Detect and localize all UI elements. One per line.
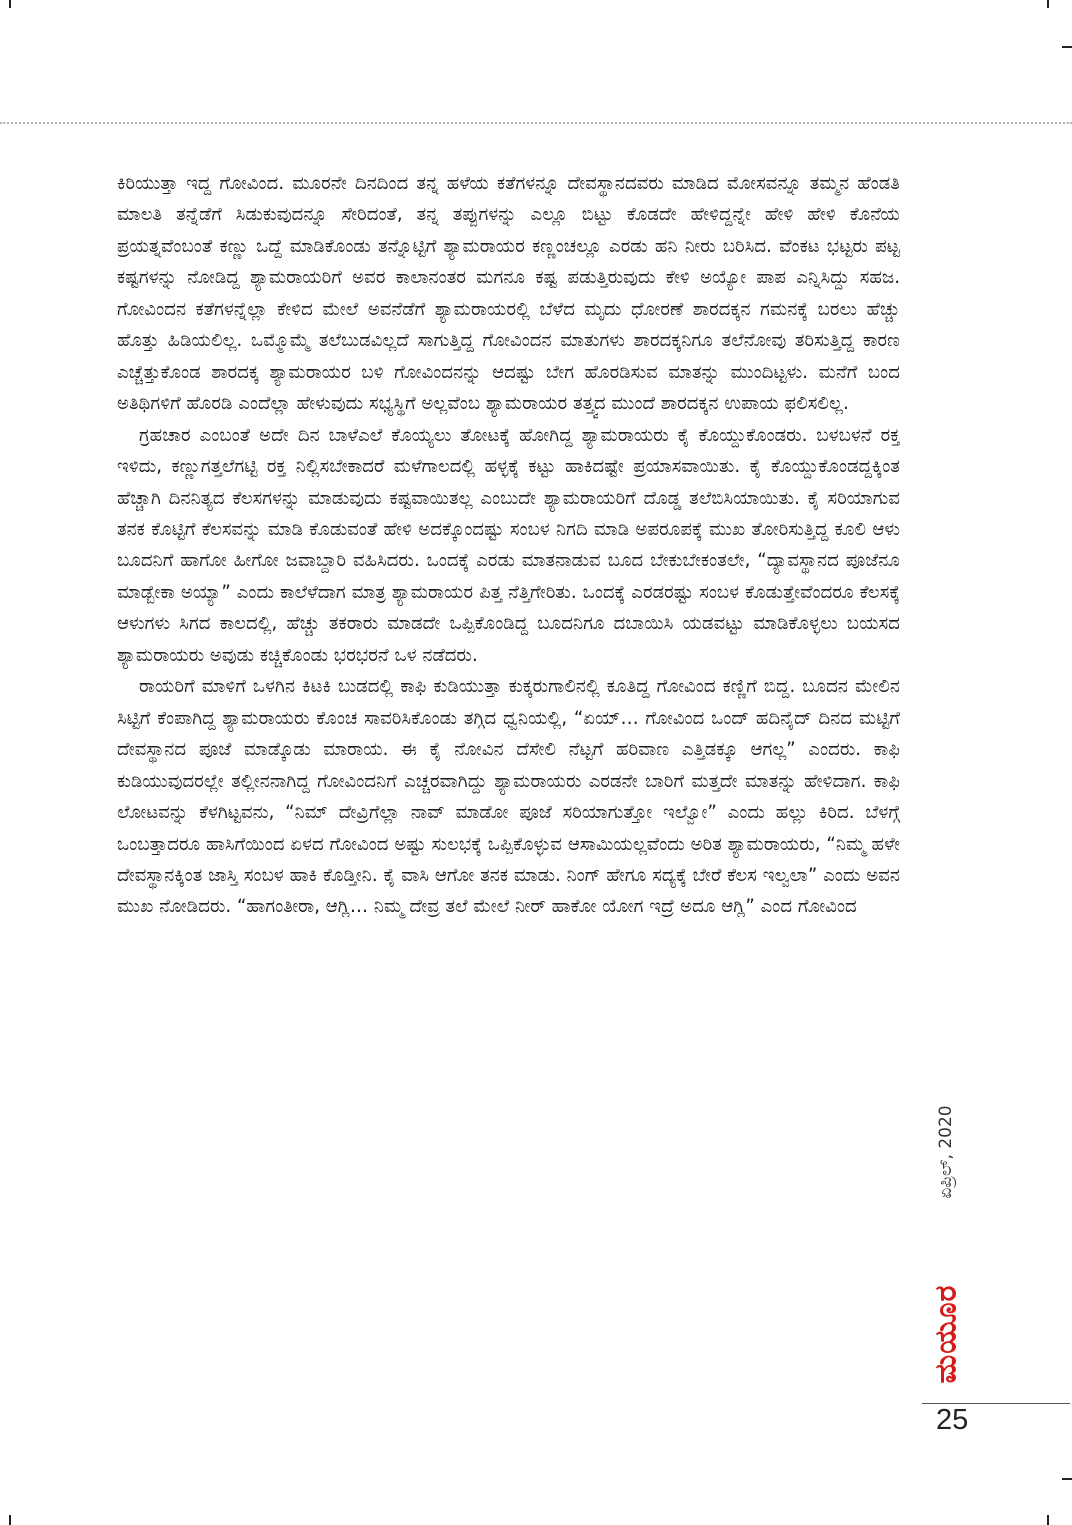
page-number: 25 bbox=[936, 1404, 969, 1436]
crop-mark-top-left bbox=[9, 0, 11, 8]
header-dotted-rule bbox=[0, 122, 1072, 124]
article-body bbox=[117, 168, 900, 923]
crop-mark-right-top bbox=[1062, 46, 1072, 48]
article-paragraph: ಗ್ರಹಚಾರ ಎಂಬಂತೆ ಅದೇ ದಿನ ಬಾಳೆಎಲೆ ಕೊಯ್ಯಲು ತೋಟಕ್ಕೆ ಹೋಗಿದ್ದ ಶ್ಯಾಮರಾಯರು ಕೈ ಕೊಯ್ದುಕೊಂಡರು. ಬಳಬಳನೆ ರಕ್ತ ಇಳಿದು, ಕಣ್ಣುಗತ್ತಲೆಗಟ್ಟಿ ರಕ್ತ ನಿಲ್ಲಿಸಬೇಕಾದರೆ ಮಳೆಗಾಲದಲ್ಲಿ ಹಳ್ಳಕ್ಕೆ ಕಟ್ಟು ಹಾಕಿದಷ್ಟೇ ಪ್ರಯಾಸವಾಯಿತು. ಕೈ ಕೊಯ್ದುಕೊಂಡದ್ದಕ್ಕಿಂತ ಹೆಚ್ಚಾಗಿ ದಿನನಿತ್ಯದ ಕೆಲಸಗಳನ್ನು ಮಾಡುವುದು ಕಷ್ಟವಾಯಿತಲ್ಲ ಎಂಬುದೇ ಶ್ಯಾಮರಾಯರಿಗೆ ದೊಡ್ಡ ತಲೆಬಿಸಿಯಾಯಿತು. ಕೈ ಸರಿಯಾಗುವ ತನಕ ಕೊಟ್ಟಿಗೆ ಕೆಲಸವನ್ನು ಮಾಡಿ ಕೊಡುವಂತೆ ಹೇಳಿ ಅದಕ್ಕೊಂದಷ್ಟು ಸಂಬಳ ನಿಗದಿ ಮಾಡಿ ಅಪರೂಪಕ್ಕೆ ಮುಖ ತೋರಿಸುತ್ತಿದ್ದ ಕೂಲಿ ಆಳು ಬೂದನಿಗೆ ಹಾಗೋ ಹೀಗೋ ಜವಾಬ್ದಾರಿ ವಹಿಸಿದರು. ಒಂದಕ್ಕೆ ಎರಡು ಮಾತನಾಡುವ ಬೂದ ಬೇಕುಬೇಕಂತಲೇ, “ದ್ಯಾವಸ್ಥಾನದ ಪೂಜೆನೂ ಮಾಡ್ಬೇಕಾ ಅಯ್ಯಾ” ಎಂದು ಕಾಲೆಳೆದಾಗ ಮಾತ್ರ ಶ್ಯಾಮರಾಯರ ಪಿತ್ತ ನೆತ್ತಿಗೇರಿತು. ಒಂದಕ್ಕೆ ಎರಡರಷ್ಟು ಸಂಬಳ ಕೊಡುತ್ತೇವೆಂದರೂ ಕೆಲಸಕ್ಕೆ ಆಳುಗಳು ಸಿಗದ ಕಾಲದಲ್ಲಿ, ಹೆಚ್ಚು ತಕರಾರು ಮಾಡದೇ ಒಪ್ಪಿಕೊಂಡಿದ್ದ ಬೂದನಿಗೂ ದಬಾಯಿಸಿ ಯಡವಟ್ಟು ಮಾಡಿಕೊಳ್ಳಲು ಬಯಸದ ಶ್ಯಾಮರಾಯರು ಅವುಡು ಕಚ್ಚಿಕೊಂಡು ಭರಭರನೆ ಒಳ ನಡೆದರು. bbox=[117, 424, 900, 666]
crop-mark-bottom-left bbox=[9, 1515, 11, 1525]
crop-mark-right-bottom bbox=[1062, 1478, 1072, 1480]
crop-mark-top-right bbox=[1047, 0, 1049, 8]
crop-mark-bottom-right bbox=[1047, 1515, 1049, 1525]
issue-date: ಏಪ್ರಿಲ್, 2020 bbox=[936, 1105, 956, 1199]
article-paragraph: ಕಿರಿಯುತ್ತಾ ಇದ್ದ ಗೋವಿಂದ. ಮೂರನೇ ದಿನದಿಂದ ತನ್ನ ಹಳೆಯ ಕತೆಗಳನ್ನೂ ದೇವಸ್ಥಾನದವರು ಮಾಡಿದ ಮೋಸವನ್ನೂ ತಮ್ಮನ ಹೆಂಡತಿ ಮಾಲತಿ ತನ್ನೆಡೆಗೆ ಸಿಡುಕುವುದನ್ನೂ ಸೇರಿದಂತೆ, ತನ್ನ ತಪ್ಪುಗಳನ್ನು ಎಲ್ಲೂ ಬಿಟ್ಟು ಕೊಡದೇ ಹೇಳಿದ್ದನ್ನೇ ಹೇಳಿ ಹೇಳಿ ಕೊನೆಯ ಪ್ರಯತ್ನವೆಂಬಂತೆ ಕಣ್ಣು ಒದ್ದೆ ಮಾಡಿಕೊಂಡು ತನ್ನೊಟ್ಟಿಗೆ ಶ್ಯಾಮರಾಯರ ಕಣ್ಣಂಚಲ್ಲೂ ಎರಡು ಹನಿ ನೀರು ಬರಿಸಿದ. ವೆಂಕಟ ಭಟ್ಟರು ಪಟ್ಟ ಕಷ್ಟಗಳನ್ನು ನೋಡಿದ್ದ ಶ್ಯಾಮರಾಯರಿಗೆ ಅವರ ಕಾಲಾನಂತರ ಮಗನೂ ಕಷ್ಟ ಪಡುತ್ತಿರುವುದು ಕೇಳಿ ಅಯ್ಯೋ ಪಾಪ ಎನ್ನಿಸಿದ್ದು ಸಹಜ. ಗೋವಿಂದನ ಕತೆಗಳನ್ನೆಲ್ಲಾ ಕೇಳಿದ ಮೇಲೆ ಅವನೆಡೆಗೆ ಶ್ಯಾಮರಾಯರಲ್ಲಿ ಬೆಳೆದ ಮೃದು ಧೋರಣೆ ಶಾರದಕ್ಕನ ಗಮನಕ್ಕೆ ಬರಲು ಹೆಚ್ಚು ಹೊತ್ತು ಹಿಡಿಯಲಿಲ್ಲ. ಒಮ್ಮೊಮ್ಮೆ ತಲೆಬುಡವಿಲ್ಲದೆ ಸಾಗುತ್ತಿದ್ದ ಗೋವಿಂದನ ಮಾತುಗಳು ಶಾರದಕ್ಕನಿಗೂ ತಲೆನೋವು ತರಿಸುತ್ತಿದ್ದ ಕಾರಣ ಎಚ್ಚೆತ್ತುಕೊಂಡ ಶಾರದಕ್ಕ ಶ್ಯಾಮರಾಯರ ಬಳಿ ಗೋವಿಂದನನ್ನು ಆದಷ್ಟು ಬೇಗ ಹೊರಡಿಸುವ ಮಾತನ್ನು ಮುಂದಿಟ್ಟಳು. ಮನೆಗೆ ಬಂದ ಅತಿಥಿಗಳಿಗೆ ಹೊರಡಿ ಎಂದೆಲ್ಲಾ ಹೇಳುವುದು ಸಭ್ಯಸ್ಥಿಗೆ ಅಲ್ಲವೆಂಬ ಶ್ಯಾಮರಾಯರ ತತ್ತ್ವದ ಮುಂದೆ ಶಾರದಕ್ಕನ ಉಪಾಯ ಫಲಿಸಲಿಲ್ಲ. bbox=[117, 173, 900, 415]
magazine-logo: ಮಯೂರ bbox=[928, 1284, 964, 1384]
article-paragraph: ರಾಯರಿಗೆ ಮಾಳಿಗೆ ಒಳಗಿನ ಕಿಟಕಿ ಬುಡದಲ್ಲಿ ಕಾಫಿ ಕುಡಿಯುತ್ತಾ ಕುಕ್ಕರುಗಾಲಿನಲ್ಲಿ ಕೂತಿದ್ದ ಗೋವಿಂದ ಕಣ್ಣಿಗೆ ಬಿದ್ದ. ಬೂದನ ಮೇಲಿನ ಸಿಟ್ಟಿಗೆ ಕೆಂಪಾಗಿದ್ದ ಶ್ಯಾಮರಾಯರು ಕೊಂಚ ಸಾವರಿಸಿಕೊಂಡು ತಗ್ಗಿದ ಧ್ವನಿಯಲ್ಲಿ, “ಏಯ್… ಗೋವಿಂದ ಒಂದ್ ಹದಿನೈದ್ ದಿನದ ಮಟ್ಟಿಗೆ ದೇವಸ್ಥಾನದ ಪೂಜೆ ಮಾಡ್ಕೊಡು ಮಾರಾಯ. ಈ ಕೈ ನೋವಿನ ದೆಸೇಲಿ ನೆಟ್ಟಗೆ ಹರಿವಾಣ ಎತ್ತಿಡಕ್ಕೂ ಆಗಲ್ಲ” ಎಂದರು. ಕಾಫಿ ಕುಡಿಯುವುದರಲ್ಲೇ ತಲ್ಲೀನನಾಗಿದ್ದ ಗೋವಿಂದನಿಗೆ ಎಚ್ಚರವಾಗಿದ್ದು ಶ್ಯಾಮರಾಯರು ಎರಡನೇ ಬಾರಿಗೆ ಮತ್ತದೇ ಮಾತನ್ನು ಹೇಳಿದಾಗ. ಕಾಫಿ ಲೋಟವನ್ನು ಕೆಳಗಿಟ್ಟವನು, “ನಿಮ್ ದೇವ್ರಿಗೆಲ್ಲಾ ನಾವ್ ಮಾಡೋ ಪೂಜೆ ಸರಿಯಾಗುತ್ತೋ ಇಲ್ವೋ” ಎಂದು ಹಲ್ಲು ಕಿರಿದ. ಬೆಳಗ್ಗೆ ಒಂಬತ್ತಾದರೂ ಹಾಸಿಗೆಯಿಂದ ಏಳದ ಗೋವಿಂದ ಅಷ್ಟು ಸುಲಭಕ್ಕೆ ಒಪ್ಪಿಕೊಳ್ಳುವ ಆಸಾಮಿಯಲ್ಲವೆಂದು ಅರಿತ ಶ್ಯಾಮರಾಯರು, “ನಿಮ್ಮ ಹಳೇ ದೇವಸ್ಥಾನಕ್ಕಿಂತ ಜಾಸ್ತಿ ಸಂಬಳ ಹಾಕಿ ಕೊಡ್ತೀನಿ. ಕೈ ವಾಸಿ ಆಗೋ ತನಕ ಮಾಡು. ನಿಂಗ್ ಹೇಗೂ ಸದ್ಯಕ್ಕೆ ಬೇರೆ ಕೆಲಸ ಇಲ್ವಲಾ” ಎಂದು ಅವನ ಮುಖ ನೋಡಿದರು. “ಹಾಗಂತೀರಾ, ಆಗ್ಲಿ… ನಿಮ್ಮ ದೇವ್ರ ತಲೆ ಮೇಲೆ ನೀರ್ ಹಾಕೋ ಯೋಗ ಇದ್ರೆ ಅದೂ ಆಗ್ಲಿ” ಎಂದ ಗೋವಿಂದ bbox=[117, 676, 900, 918]
